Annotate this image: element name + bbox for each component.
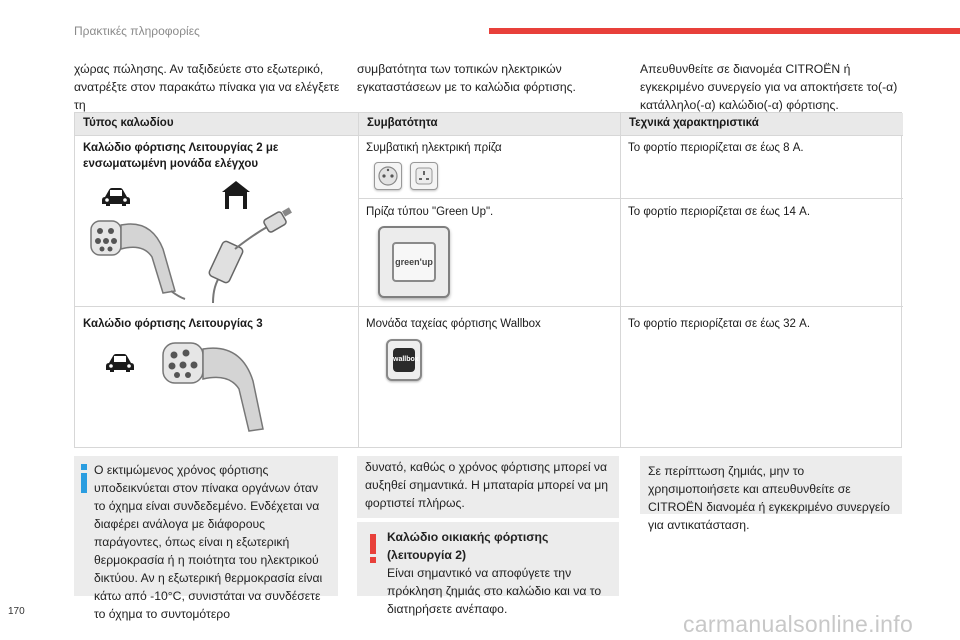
table-divider [620, 135, 621, 447]
car-icon [105, 353, 135, 373]
table-divider [75, 135, 903, 136]
socket-compatibility: Συμβατική ηλεκτρική πρίζα [366, 142, 502, 154]
mode2-cable-label: Καλώδιο φόρτισης Λειτουργίας 2 με ενσωματωμένη μονάδα ελέγχου [83, 142, 279, 170]
car-icon [101, 187, 131, 207]
damage-note-box [640, 456, 902, 532]
socket-icon [410, 162, 438, 190]
info-continued-text: δυνατό, καθώς ο χρόνος φόρτισης μπορεί να αυξηθεί σημαντικά. Η μπαταρία μπορεί να μη φορτιστεί πλήρως. [365, 460, 609, 510]
info-box-continued [357, 456, 619, 518]
mode3-plug-icon [161, 337, 281, 437]
socket-spec: Το φορτίο περιορίζεται σε έως 8 A. [628, 142, 804, 154]
warning-icon [369, 534, 377, 564]
table-divider [358, 198, 903, 199]
warning-title: Καλώδιο οικιακής φόρτισης (λειτουργία 2) [387, 530, 549, 562]
table-divider [75, 306, 903, 307]
wallbox-icon [386, 339, 422, 381]
table-header-cable-type: Τύπος καλωδίου [75, 113, 358, 135]
section-title: Πρακτικές πληροφορίες [74, 24, 200, 38]
mode3-spec: Το φορτίο περιορίζεται σε έως 32 A. [628, 318, 811, 330]
info-text: Ο εκτιμώμενος χρόνος φόρτισης υποδεικνύεται στον πίνακα οργάνων όταν το όχημα είναι συνδεδεμένο. Ενδέχεται να διαφέρει ανάλογα με διάφορους παράγοντες, όπως είναι η εξωτερική θερμοκρασία ή η ποιότητα του ηλεκτρικού δικτύου. Αν η εξωτερική θερμοκρασία είναι κάτω από -10°C, συνιστάται να συνδέσετε το όχημα το συντομότερο [94, 463, 323, 621]
header-accent-bar [489, 28, 960, 34]
socket-icon [374, 162, 402, 190]
table-header-compatibility: Συμβατότητα [358, 113, 620, 135]
mode3-cable-label: Καλώδιο φόρτισης Λειτουργίας 3 [83, 318, 263, 330]
table-divider [358, 135, 359, 447]
watermark: carmanualsonline.info [683, 611, 914, 637]
mode2-cable-icon [89, 211, 197, 301]
intro-column-1: χώρας πώλησης. Αν ταξιδεύετε στο εξωτερικό, ανατρέξτε στον παρακάτω πίνακα για να ελέγξετε τη [74, 62, 340, 112]
greenup-logo: green'up [392, 242, 436, 282]
mode3-compatibility: Μονάδα ταχείας φόρτισης Wallbox [366, 318, 541, 330]
page-number: 170 [8, 606, 25, 617]
info-icon [78, 464, 90, 494]
info-box [74, 456, 338, 621]
wallbox-logo: wallbox [393, 348, 415, 372]
intro-column-2: συμβατότητα των τοπικών ηλεκτρικών εγκαταστάσεων με το καλώδια φόρτισης. [357, 62, 576, 94]
charging-cable-table [74, 112, 902, 448]
mode2-cable-icon [205, 205, 313, 305]
warning-text: Είναι σημαντικό να αποφύγετε την πρόκληση ζημιάς στο καλώδιο και να το διατηρήσετε ανέπαφο. [387, 566, 602, 616]
greenup-compatibility: Πρίζα τύπου "Green Up". [366, 206, 494, 218]
intro-column-3: Απευθυνθείτε σε διανομέα CITROËN ή εγκεκριμένο συνεργείο για να αποκτήσετε το(-α) κατάλληλο(-α) καλώδιο(-α) φόρτισης. [640, 62, 898, 112]
table-header-specs: Τεχνικά χαρακτηριστικά [620, 113, 903, 135]
greenup-spec: Το φορτίο περιορίζεται σε έως 14 A. [628, 206, 811, 218]
warning-box [357, 522, 619, 616]
greenup-socket-icon [378, 226, 450, 298]
damage-note-text: Σε περίπτωση ζημιάς, μην το χρησιμοποιήσετε και απευθυνθείτε σε CITROËN διανομέα ή εγκεκριμένο συνεργείο για αντικατάσταση. [648, 464, 890, 532]
